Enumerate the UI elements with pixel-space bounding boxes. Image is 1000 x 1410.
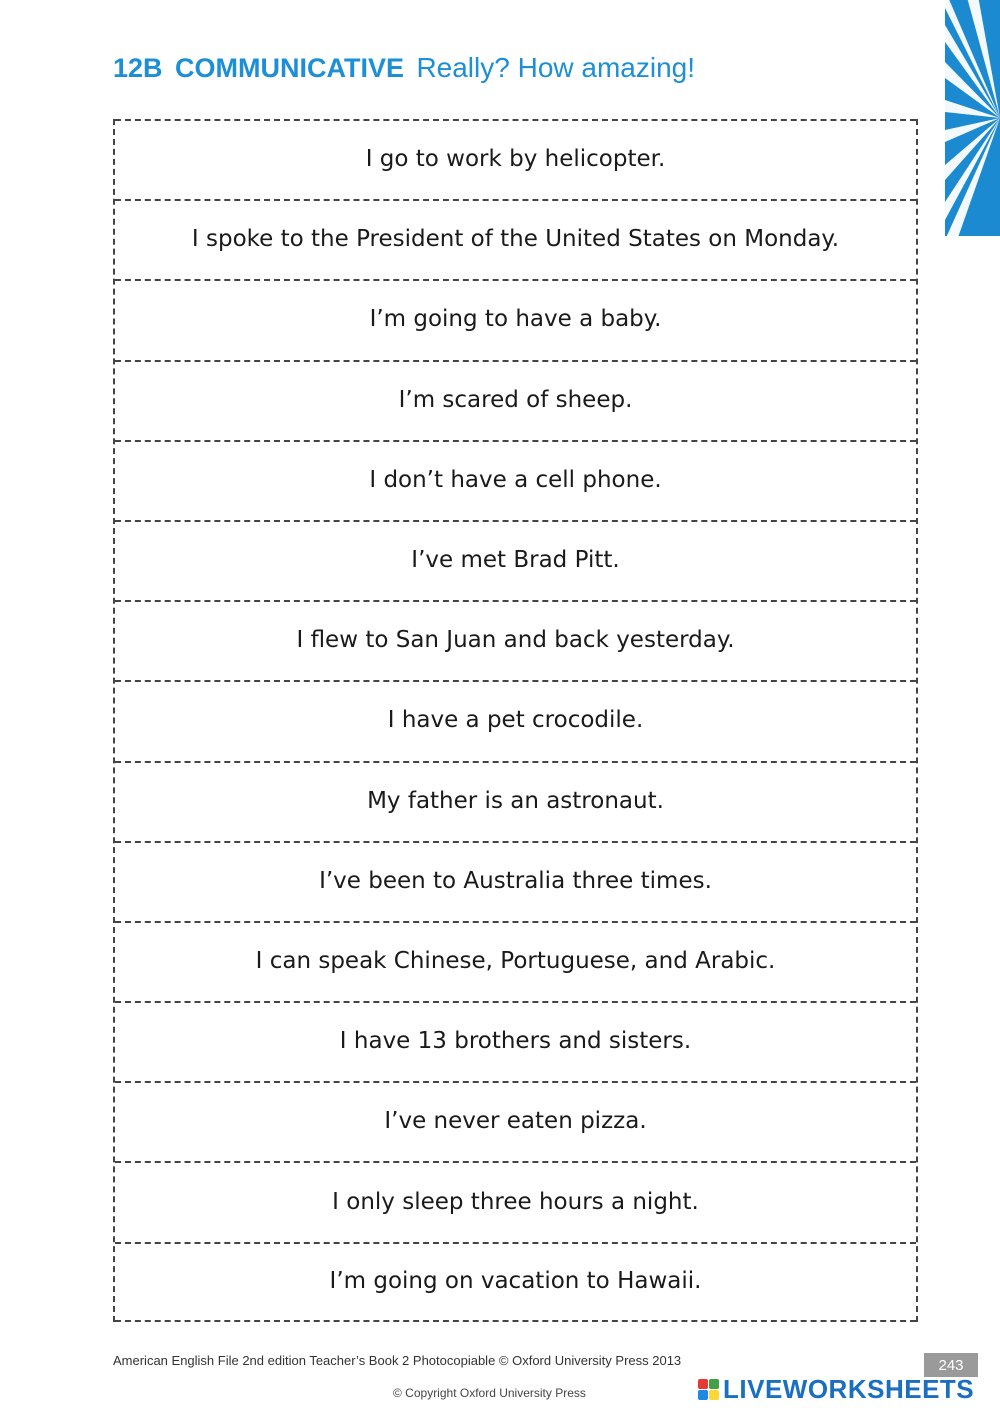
sentence-text: My father is an astronaut. bbox=[367, 787, 664, 814]
sentence-card bbox=[115, 841, 916, 921]
sentence-card bbox=[115, 199, 916, 279]
sentence-text: I have a pet crocodile. bbox=[387, 707, 644, 734]
sentence-card bbox=[115, 921, 916, 1001]
sentence-card bbox=[115, 360, 916, 440]
sentence-card bbox=[115, 440, 916, 520]
cut-out-cards bbox=[113, 119, 918, 1322]
liveworksheets-wordmark: LIVEWORKSHEETS bbox=[723, 1374, 975, 1404]
sentence-text: I’ve never eaten pizza. bbox=[384, 1108, 647, 1135]
sentence-text: I only sleep three hours a night. bbox=[332, 1188, 699, 1215]
sentence-card bbox=[115, 761, 916, 841]
sentence-text: I’ve been to Australia three times. bbox=[319, 867, 712, 894]
sentence-text: I go to work by helicopter. bbox=[365, 146, 666, 173]
sentence-text: I don’t have a cell phone. bbox=[369, 466, 662, 493]
sentence-text: I’m scared of sheep. bbox=[398, 386, 633, 413]
burst-rays-icon bbox=[945, 0, 1000, 236]
sentence-text: I can speak Chinese, Portuguese, and Arabic. bbox=[255, 947, 776, 974]
sentence-text: I’m going to have a baby. bbox=[369, 306, 662, 333]
page-number: 243 bbox=[924, 1353, 978, 1377]
sentence-text: I’m going on vacation to Hawaii. bbox=[329, 1267, 702, 1294]
sentence-text: I have 13 brothers and sisters. bbox=[339, 1028, 692, 1055]
sentence-text: I’ve met Brad Pitt. bbox=[411, 547, 620, 574]
sentence-card bbox=[115, 1242, 916, 1322]
sentence-card bbox=[115, 1081, 916, 1161]
sentence-card bbox=[115, 680, 916, 760]
lesson-title: Really? How amazing! bbox=[416, 52, 696, 83]
liveworksheets-logo bbox=[698, 1374, 974, 1405]
sentence-card bbox=[115, 1001, 916, 1081]
liveworksheets-icon bbox=[698, 1379, 719, 1400]
copyright-line: © Copyright Oxford University Press bbox=[393, 1386, 586, 1400]
sentence-text: I flew to San Juan and back yesterday. bbox=[296, 627, 735, 654]
sentence-text: I spoke to the President of the United States on Monday. bbox=[191, 226, 840, 253]
sentence-card bbox=[115, 279, 916, 359]
lesson-type: COMMUNICATIVE bbox=[174, 53, 404, 83]
corner-burst-decoration bbox=[945, 0, 1000, 236]
footer-credit: American English File 2nd edition Teacher’s Book 2 Photocopiable © Oxford University Press 2013 bbox=[113, 1353, 682, 1368]
sentence-card bbox=[115, 119, 916, 199]
sentence-card bbox=[115, 520, 916, 600]
page-header bbox=[113, 52, 695, 84]
sentence-card bbox=[115, 600, 916, 680]
lesson-code: 12B bbox=[113, 53, 163, 83]
sentence-card bbox=[115, 1161, 916, 1241]
